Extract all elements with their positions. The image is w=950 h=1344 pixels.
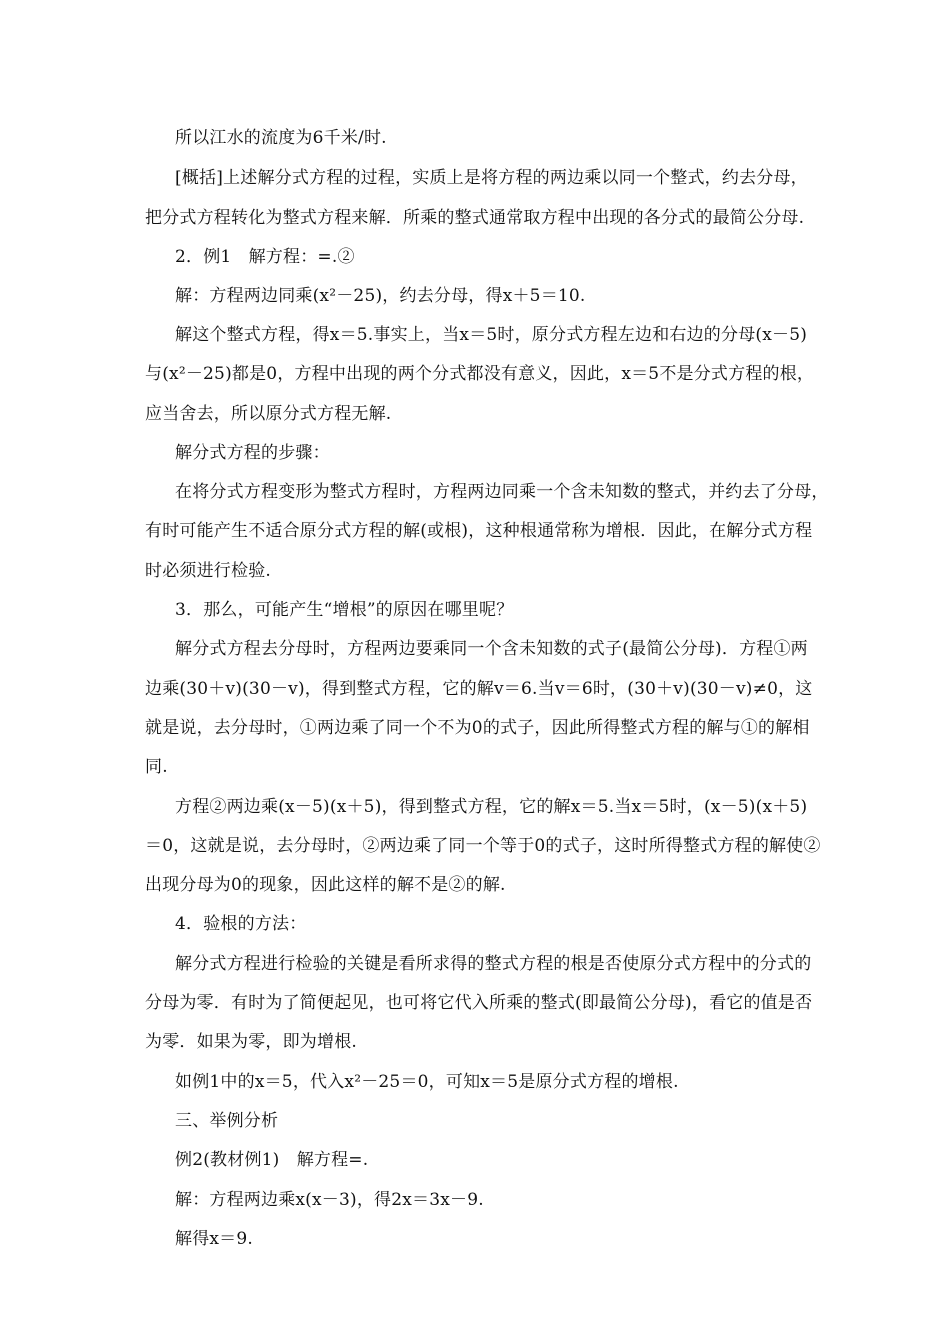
text-line: 3．那么，可能产生“增根”的原因在哪里呢？ [175,600,514,620]
text-line: 应当舍去，所以原分式方程无解. [145,404,392,424]
text-line: 4．验根的方法： [175,914,307,934]
text-line: 方程②两边乘(x－5)(x＋5)，得到整式方程，它的解x＝5.当x＝5时，(x－5)(x＋5) [175,797,808,817]
text-line: 解分式方程的步骤： [175,443,330,463]
text-line: 例2(教材例1) 解方程=. [175,1150,369,1170]
text-line: 有时可能产生不适合原分式方程的解(或根)，这种根通常称为增根．因此，在解分式方程 [145,521,813,541]
text-line: 解得x＝9. [175,1229,254,1249]
text-line: 所以江水的流度为6千米/时. [175,128,387,148]
text-line: [概括]上述解分式方程的过程，实质上是将方程的两边乘以同一个整式，约去分母， [175,168,808,188]
text-line: ＝0，这就是说，去分母时，②两边乘了同一个等于0的式子，这时所得整式方程的解使② [145,836,821,856]
text-line: 边乘(30＋v)(30－v)，得到整式方程，它的解v＝6.当v＝6时，(30＋v)(30－v)≠0，这 [145,679,813,699]
text-line: 在将分式方程变形为整式方程时，方程两边同乘一个含未知数的整式，并约去了分母， [175,482,829,502]
text-line: 同. [145,757,168,777]
text-line: 解：方程两边乘x(x－3)，得2x＝3x－9. [175,1190,484,1210]
text-line: 分母为零．有时为了简便起见，也可将它代入所乘的整式(即最简公分母)，看它的值是否 [145,993,813,1013]
text-line: 解：方程两边同乘(x²－25)，约去分母，得x＋5＝10. [175,286,586,306]
text-line: 出现分母为0的现象，因此这样的解不是②的解. [145,875,506,895]
text-line: 2．例1 解方程：=.② [175,247,355,267]
text-line: 为零．如果为零，即为增根. [145,1032,358,1052]
text-line: 如例1中的x＝5，代入x²－25＝0，可知x＝5是原分式方程的增根. [175,1072,679,1092]
text-line: 把分式方程转化为整式方程来解．所乘的整式通常取方程中出现的各分式的最简公分母. [145,208,805,228]
text-line: 解分式方程去分母时，方程两边要乘同一个含未知数的式子(最简公分母)．方程①两 [175,639,808,659]
text-line: 时必须进行检验. [145,561,272,581]
text-line: 与(x²－25)都是0，方程中出现的两个分式都没有意义，因此，x＝5不是分式方程的根， [145,364,815,384]
section-heading: 三、举例分析 [175,1111,279,1131]
text-line: 解这个整式方程，得x＝5.事实上，当x＝5时，原分式方程左边和右边的分母(x－5) [175,325,808,345]
text-line: 就是说，去分母时，①两边乘了同一个不为0的式子，因此所得整式方程的解与①的解相 [145,718,810,738]
text-line: 解分式方程进行检验的关键是看所求得的整式方程的根是否使原分式方程中的分式的 [175,954,812,974]
